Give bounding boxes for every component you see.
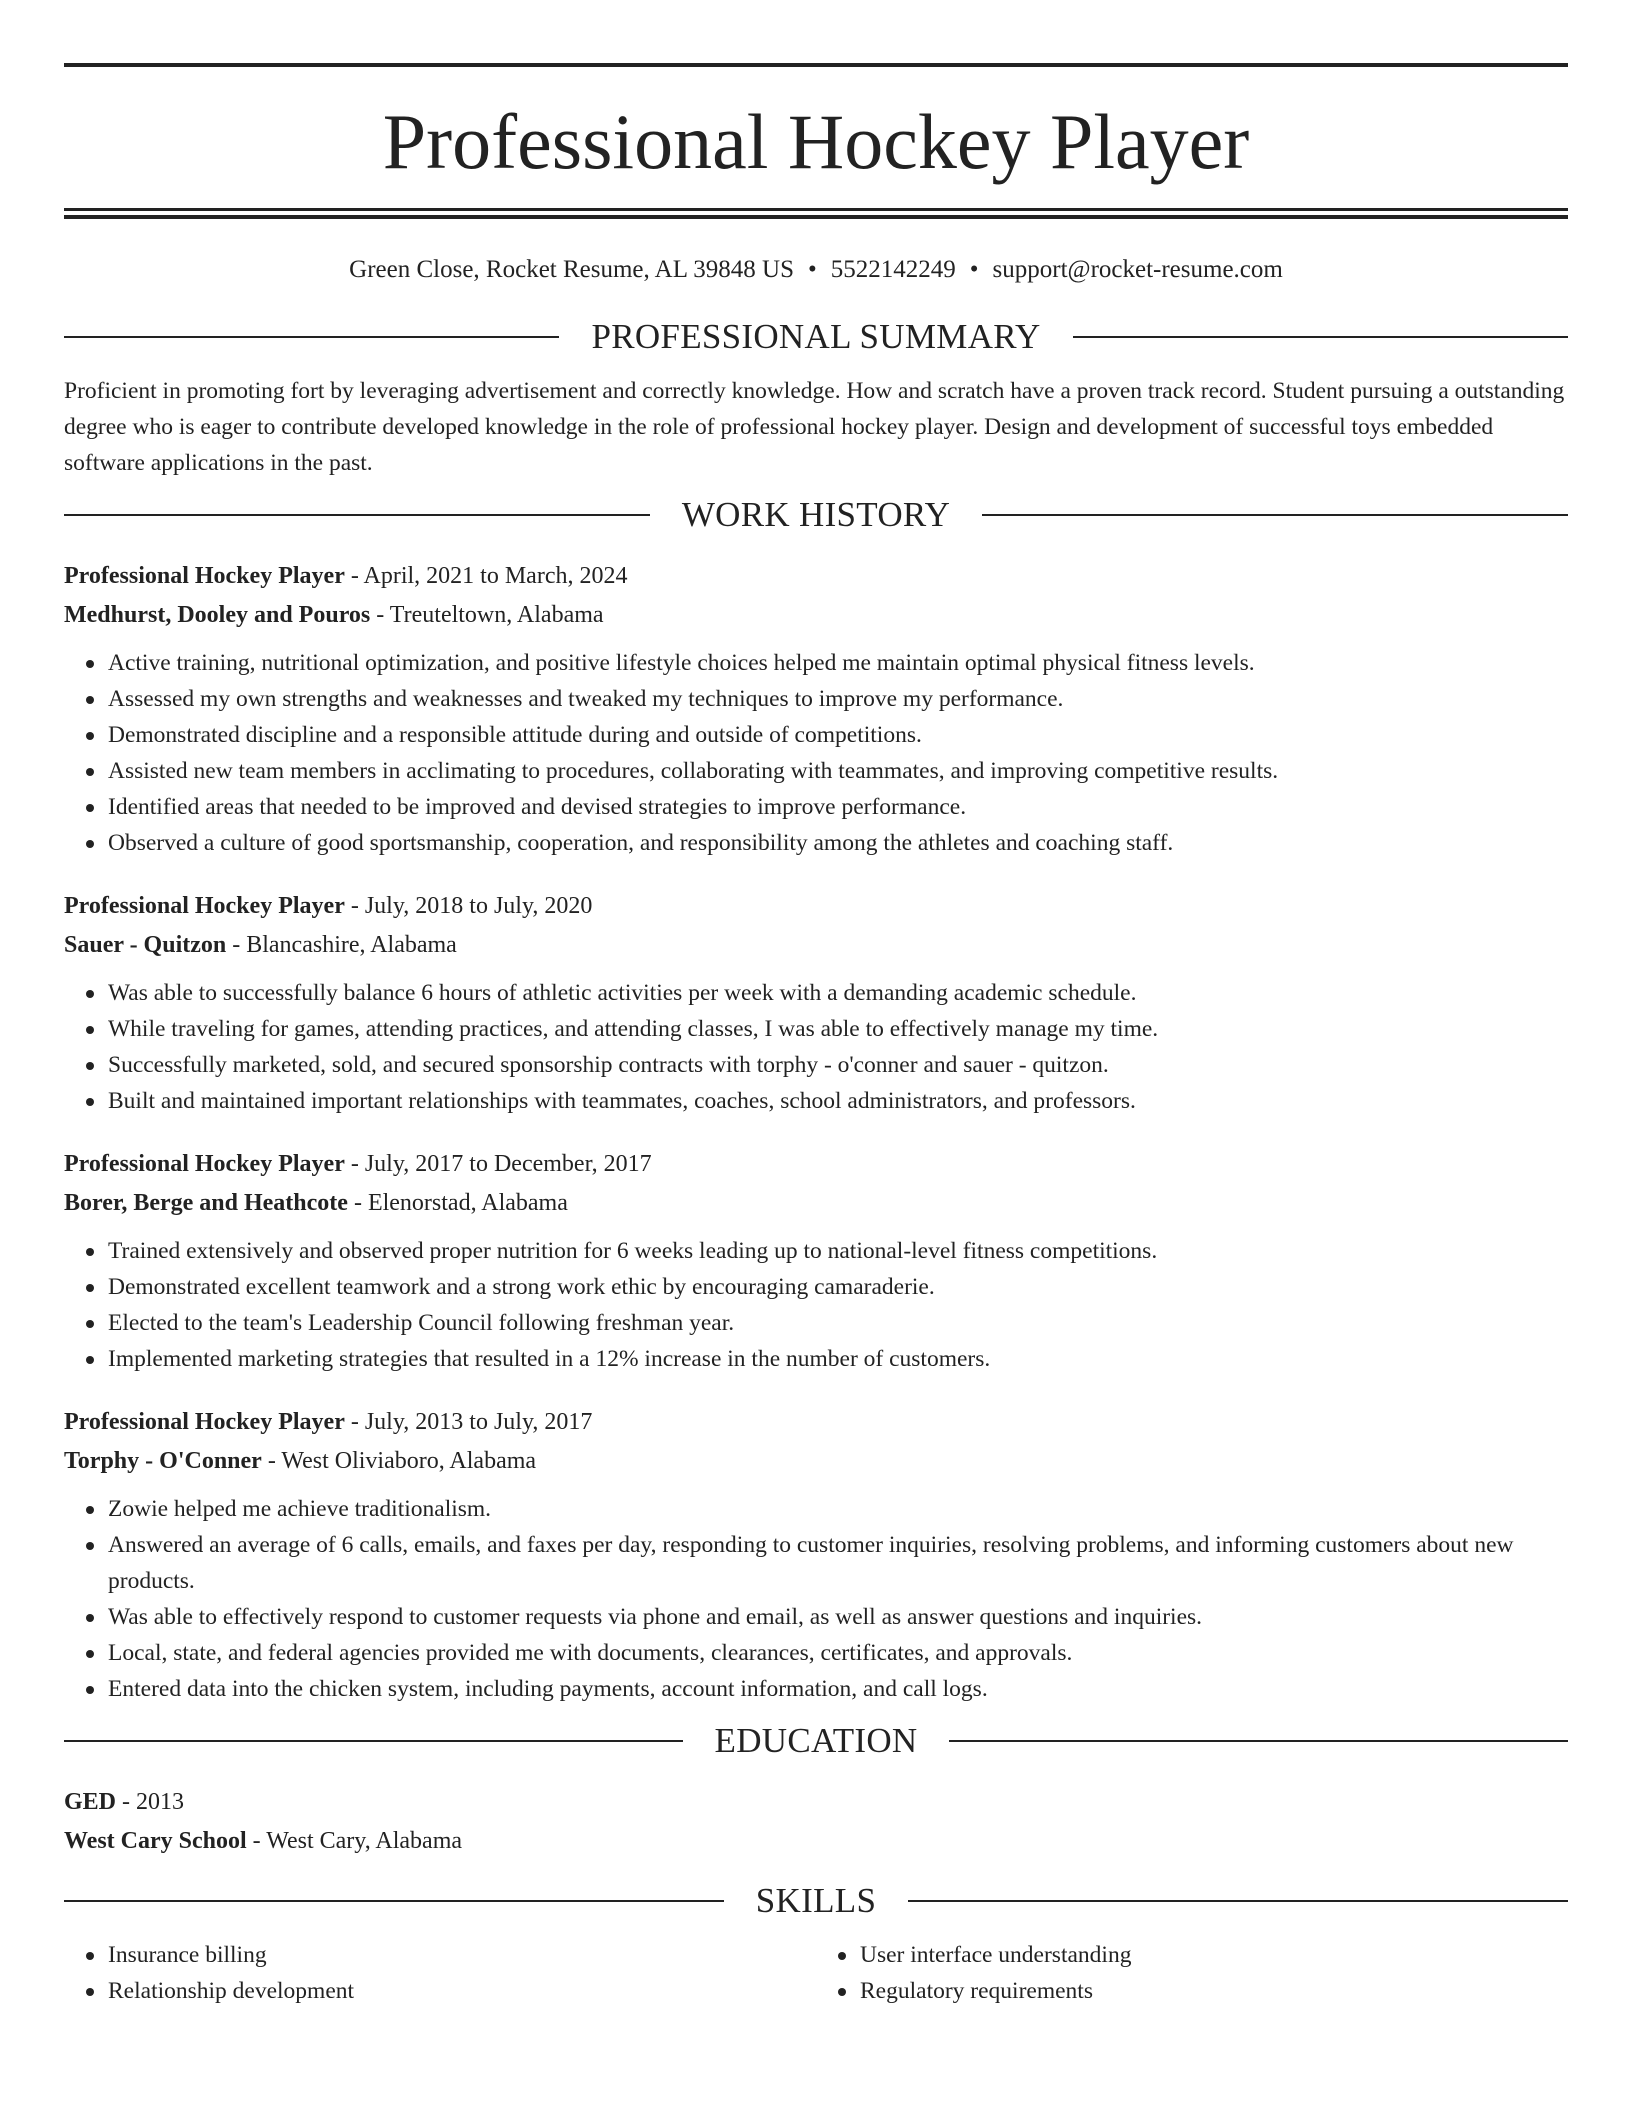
summary-text: Proficient in promoting fort by leveraging advertisement and correctly knowledge. How and scratch have a proven track record. Student pursuing a outstanding degree who is eager to contribute developed knowledge in the role of professional hockey player. Design and development of successful toys embedded software applications in the past. <box>64 378 1565 476</box>
job-title-line <box>64 1403 1568 1442</box>
list-item: While traveling for games, attending practices, and attending classes, I was able to effectively manage my time. <box>108 1011 1568 1047</box>
list-item: Assisted new team members in acclimating to procedures, collaborating with teammates, and improving competitive results. <box>108 753 1568 789</box>
job-org-line <box>64 926 1568 965</box>
job-company: Borer, Berge and Heathcote <box>64 1190 348 1216</box>
heading-rule-right <box>1073 336 1568 338</box>
job-org-line <box>64 1442 1568 1481</box>
education-school: West Cary School <box>64 1828 247 1854</box>
section-heading-education <box>64 1721 1568 1761</box>
job-entry <box>64 557 1568 861</box>
list-item: Local, state, and federal agencies provided me with documents, clearances, certificates, and approvals. <box>108 1635 1568 1671</box>
job-title: Professional Hockey Player <box>64 893 345 919</box>
education-entry <box>64 1783 1568 1861</box>
section-heading-summary <box>64 317 1568 357</box>
job-title-line <box>64 887 1568 926</box>
job-entry <box>64 1403 1568 1707</box>
job-title: Professional Hockey Player <box>64 1409 345 1435</box>
section-heading-work <box>64 495 1568 535</box>
section-title: EDUCATION <box>714 1721 918 1760</box>
section-heading-skills <box>64 1881 1568 1921</box>
heading-rule-left <box>64 336 559 338</box>
job-bullets <box>64 1233 1568 1377</box>
contact-address: Green Close, Rocket Resume, AL 39848 US <box>349 256 795 283</box>
job-org-line <box>64 596 1568 635</box>
heading-rule-left <box>64 514 650 516</box>
job-entry <box>64 887 1568 1119</box>
job-dates: - July, 2013 to July, 2017 <box>344 1409 593 1435</box>
list-item: Identified areas that needed to be improved and devised strategies to improve performance. <box>108 789 1568 825</box>
list-item: Was able to successfully balance 6 hours of athletic activities per week with a demanding academic schedule. <box>108 975 1568 1011</box>
list-item: Built and maintained important relationships with teammates, coaches, school administrators, and professors. <box>108 1083 1568 1119</box>
header-double-rule <box>64 208 1568 219</box>
list-item: Was able to effectively respond to customer requests via phone and email, as well as answer questions and inquiries. <box>108 1599 1568 1635</box>
skill-item: Regulatory requirements <box>860 1973 1568 2009</box>
header-top-rule <box>64 63 1568 67</box>
job-company: Torphy - O'Conner <box>64 1448 262 1474</box>
job-entry <box>64 1145 1568 1377</box>
job-location: - Blancashire, Alabama <box>226 932 457 958</box>
list-item: Trained extensively and observed proper nutrition for 6 weeks leading up to national-level fitness competitions. <box>108 1233 1568 1269</box>
contact-separator: • <box>969 256 979 283</box>
job-org-line <box>64 1184 1568 1223</box>
contact-separator: • <box>808 256 817 283</box>
resume-page <box>64 63 1568 2009</box>
skill-item: Relationship development <box>108 1973 816 2009</box>
job-title-line <box>64 557 1568 596</box>
education-year: - 2013 <box>116 1789 185 1815</box>
education-degree-line <box>64 1783 1568 1822</box>
contact-email: support@rocket-resume.com <box>992 256 1283 283</box>
skills-column-left <box>64 1937 816 2009</box>
section-title: SKILLS <box>755 1881 877 1920</box>
education-school-line <box>64 1822 1568 1861</box>
job-title-line <box>64 1145 1568 1184</box>
list-item: Implemented marketing strategies that resulted in a 12% increase in the number of customers. <box>108 1341 1568 1377</box>
job-location: - Elenorstad, Alabama <box>347 1190 568 1216</box>
contact-line <box>64 253 1568 287</box>
skill-item: User interface understanding <box>860 1937 1568 1973</box>
job-title: Professional Hockey Player <box>64 1151 345 1177</box>
job-bullets <box>64 645 1568 861</box>
skill-item: Insurance billing <box>108 1937 816 1973</box>
section-title: WORK HISTORY <box>681 495 951 534</box>
list-item: Answered an average of 6 calls, emails, and faxes per day, responding to customer inquiries, resolving problems, and informing customers about new products. <box>108 1527 1568 1599</box>
job-title: Professional Hockey Player <box>64 563 345 589</box>
job-location: - Treuteltown, Alabama <box>370 602 604 628</box>
list-item: Active training, nutritional optimization, and positive lifestyle choices helped me maintain optimal physical fitness levels. <box>108 645 1568 681</box>
job-dates: - July, 2017 to December, 2017 <box>344 1151 652 1177</box>
heading-rule-right <box>949 1740 1568 1742</box>
list-item: Demonstrated discipline and a responsible attitude during and outside of competitions. <box>108 717 1568 753</box>
heading-rule-right <box>982 514 1568 516</box>
list-item: Entered data into the chicken system, including payments, account information, and call logs. <box>108 1671 1568 1707</box>
resume-title: Professional Hockey Player <box>382 98 1250 185</box>
job-bullets <box>64 1491 1568 1707</box>
job-company: Medhurst, Dooley and Pouros <box>64 602 371 628</box>
heading-rule-left <box>64 1900 724 1902</box>
contact-phone: 5522142249 <box>830 256 956 283</box>
list-item: Observed a culture of good sportsmanship, cooperation, and responsibility among the athletes and coaching staff. <box>108 825 1568 861</box>
skills-grid <box>64 1937 1568 2009</box>
section-title: PROFESSIONAL SUMMARY <box>591 317 1041 356</box>
heading-rule-left <box>64 1740 683 1742</box>
education-location: - West Cary, Alabama <box>246 1828 463 1854</box>
list-item: Successfully marketed, sold, and secured sponsorship contracts with torphy - o'conner and sauer - quitzon. <box>108 1047 1568 1083</box>
list-item: Assessed my own strengths and weaknesses and tweaked my techniques to improve my performance. <box>108 681 1568 717</box>
list-item: Zowie helped me achieve traditionalism. <box>108 1491 1568 1527</box>
job-company: Sauer - Quitzon <box>64 932 227 958</box>
list-item: Demonstrated excellent teamwork and a strong work ethic by encouraging camaraderie. <box>108 1269 1568 1305</box>
job-bullets <box>64 975 1568 1119</box>
job-dates: - July, 2018 to July, 2020 <box>344 893 593 919</box>
skills-column-right <box>816 1937 1568 2009</box>
job-location: - West Oliviaboro, Alabama <box>261 1448 537 1474</box>
work-history-list <box>64 557 1568 1707</box>
job-dates: - April, 2021 to March, 2024 <box>344 563 628 589</box>
education-degree: GED <box>64 1789 117 1815</box>
list-item: Elected to the team's Leadership Council following freshman year. <box>108 1305 1568 1341</box>
heading-rule-right <box>908 1900 1568 1902</box>
